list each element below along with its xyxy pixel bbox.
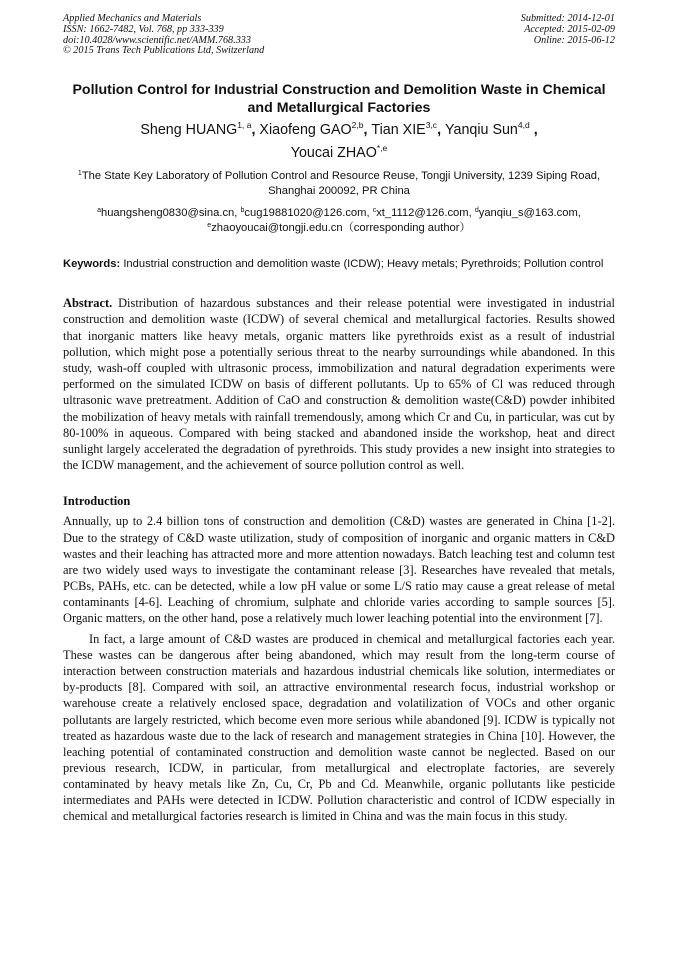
- author-name: Tian XIE: [371, 122, 426, 139]
- author-superscript: 1, a: [237, 120, 252, 131]
- journal-issn: ISSN: 1662-7482, Vol. 768, pp 333-339: [63, 23, 224, 35]
- author-superscript: 3,c: [425, 120, 438, 131]
- journal-copyright: © 2015 Trans Tech Publications Ltd, Switzerland: [63, 45, 265, 57]
- email-list: [63, 206, 615, 236]
- paper-page: [63, 14, 615, 824]
- journal-info: [63, 14, 264, 57]
- email-superscript: d: [474, 207, 479, 215]
- email-address[interactable]: xt_1112@126.com,: [376, 207, 475, 220]
- introduction-heading: Introduction: [63, 494, 131, 509]
- affiliation: [63, 169, 615, 199]
- email-superscript: b: [240, 207, 245, 215]
- author-name: Sheng HUANG: [140, 122, 238, 139]
- abstract-text: Distribution of hazardous substances and their release potential were investigated in industrial construction and demolition waste (ICDW) of several chemical and metallurgical factories. Results showed that inorganic matters like heavy metals, organic matters like pyrethroids exist as a result of industrial pollution, which might pose a potentially serious threat to the nearby surroundings while abandoned. In this study, wash-off coupled with ultrasonic process, immobilization and natural degradation experiments were performed on the simulated ICDW on basis of different pollutants. Up to 65% of Cl was reduced through ultrasonic wave pretreatment. Addition of CaO and construction & demolition waste(C&D) powder inhibited the mobilization of heavy metals with rainfall tremendously, among which Cr and Cu, in particular, was cut by 80-100% in aqueous. Compared with being stacked and abandoned inside the workshop, heat and direct sunlight largely accelerated the degradation of pyrethroids. This study provides a new insight into strategies to the ICDW management, and the achievement of source pollution control as well.: [63, 296, 615, 473]
- keywords-section: [63, 257, 615, 272]
- author-name: Xiaofeng GAO: [259, 122, 352, 139]
- journal-doi[interactable]: doi:10.4028/www.scientific.net/AMM.768.333: [63, 34, 251, 46]
- affiliation-text: The State Key Laboratory of Pollution Control and Resource Reuse, Tongji University, 1239 Siping Road, Shanghai 200092, PR China: [81, 170, 601, 198]
- author-superscript: *,e: [376, 143, 388, 154]
- paper-title: Pollution Control for Industrial Construction and Demolition Waste in Chemical and Metallurgical Factories: [72, 82, 606, 117]
- author-name: Youcai ZHAO: [290, 145, 377, 162]
- abstract-section: [63, 295, 615, 473]
- keywords-text: Industrial construction and demolition waste (ICDW); Heavy metals; Pyrethroids; Pollution control: [123, 258, 604, 271]
- email-address[interactable]: yanqiu_s@163.com,: [478, 207, 581, 220]
- author-superscript: 4,d: [517, 120, 530, 131]
- submitted-date: Submitted: 2014-12-01: [520, 13, 615, 24]
- introduction-paragraph: Annually, up to 2.4 billion tons of construction and demolition (C&D) wastes are generated in China [1-2]. Due to the strategy of C&D waste utilization, study of composition of inorganic and organic matters in C&D wastes and their leaching has attracted more and more attention nowadays. Batch leaching test and column test are two widely used ways to investigate the contaminant release [3]. Researches have revealed that metals, PCBs, PAHs, etc. can be detected, while a low pH value or some L/S ratio may cause a great release of metal contaminants [4-6]. Leaching of chromium, sulphate and chloride varies according to sample sources [5]. Organic matters, on the other hand, pose a relatively much lower leaching potential into the environment [7].: [63, 514, 615, 625]
- email-superscript: e: [207, 222, 212, 230]
- affiliation-superscript: 1: [77, 170, 82, 178]
- author-superscript: 2,b: [351, 120, 364, 131]
- author-name: Yanqiu Sun: [445, 122, 518, 139]
- email-address[interactable]: cug19881020@126.com,: [244, 207, 373, 220]
- email-address[interactable]: huangsheng0830@sina.cn,: [100, 207, 241, 220]
- author-list: Sheng HUANG$^{1, a}$, Xiaofeng GAO$^{2,b}$, Tian XIE$^{3,c}$, Yanqiu Sun$^{4,d}$ , Youcai $ZHAO^{*,e}$: [140, 120, 538, 162]
- accepted-date: Accepted: 2015-02-09: [524, 23, 615, 35]
- journal-header: [63, 14, 615, 57]
- email-superscript: c: [372, 207, 377, 215]
- introduction-paragraph: In fact, a large amount of C&D wastes are produced in chemical and metallurgical factories each year. These wastes can be dangerous after being abandoned, which may result from the long-term course of interaction between construction materials and hazardous industrial chemicals like solution, intermediates or by-products [8]. Compared with soil, an attractive environmental research focus, industrial workshop or warehouse create a relatively enclosed space, degradation and volatilization of VOCs and other organic pollutants are largely restricted, which become even more serious while abandoned [9]. ICDW is typically not treated as hazardous waste due to the lack of research and management strategies in China [10]. However, the leaching potential of contaminated construction and demolition waste cannot be neglected. Based on our previous research, ICDW, in particular, from metallurgical and electroplate factories, are severely contaminated by heavy metals like Zn, Cu, Cr, Pb and Cd. Meanwhile, organic pollutants like pesticide intermediates and PAHs were detected in ICDW. Pollution characteristic and control of ICDW especially in chemical and metallurgical factories research is limited in China and was the main focus in this study.: [63, 632, 615, 824]
- journal-name: Applied Mechanics and Materials: [63, 13, 202, 24]
- keywords-label: Keywords:: [63, 258, 121, 271]
- online-date: Online: 2015-06-12: [533, 34, 615, 46]
- email-address[interactable]: zhaoyoucai@tongji.edu.cn（corresponding author）: [211, 222, 471, 235]
- abstract-label: Abstract.: [63, 296, 113, 311]
- email-superscript: a: [97, 207, 101, 215]
- publication-dates: [521, 14, 615, 57]
